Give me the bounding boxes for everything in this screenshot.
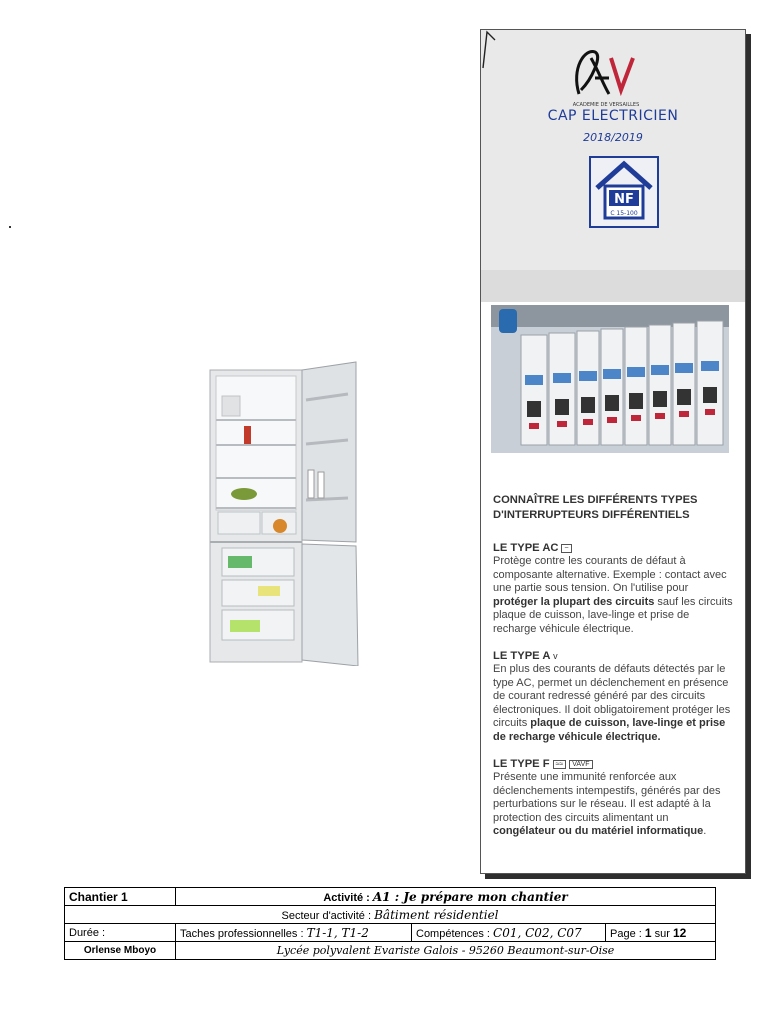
- nf-house-logo: [589, 156, 659, 228]
- breaker-panel-photo: [491, 305, 729, 453]
- tasks-label: Taches professionnelles :: [180, 927, 307, 940]
- type-a-label: LE TYPE A: [493, 650, 550, 662]
- f-symbol-icon: ≈≈: [553, 760, 567, 769]
- chantier-cell: Chantier 1: [65, 888, 176, 906]
- type-a-bold: plaque de cuisson, lave-linge et prise de recharge véhicule électrique.: [493, 717, 726, 743]
- duration-cell: Durée :: [65, 924, 176, 942]
- type-f-text-2: .: [703, 825, 707, 837]
- fridge-illustration: [208, 360, 364, 666]
- type-f-label: LE TYPE F: [493, 758, 550, 770]
- panel-band: [481, 270, 745, 302]
- type-f-text: [493, 771, 733, 839]
- tasks-value: T1-1, T1-2: [306, 925, 369, 940]
- page-curl-icon: [481, 30, 497, 70]
- skills-value: C01, C02, C07: [493, 925, 582, 940]
- sector-cell: [65, 906, 716, 924]
- type-f-text-1: Présente une immunité renforcée aux déclenchements intempestifs, générés par des perturbations sur le réseau. Il est adapté à la protection des circuits alimentant un: [493, 771, 721, 824]
- school-year: 2018/2019: [583, 131, 643, 144]
- skills-label: Compétences :: [416, 927, 494, 940]
- type-ac-title: [493, 541, 733, 555]
- table-row: [65, 924, 716, 942]
- activity-cell: [176, 888, 716, 906]
- author-cell: Orlense Mboyo: [65, 942, 176, 960]
- table-row: [65, 906, 716, 924]
- type-a-text-1: En plus des courants de défauts détectés par le type AC, permet un déclenchement en présence de courant redressé généré par des circuits électroniques. Il doit obligatoirement protéger les circuits: [493, 663, 731, 729]
- type-ac-bold: protéger la plupart des circuits: [493, 595, 655, 608]
- rcd-article: [493, 493, 733, 852]
- type-ac-text-1: Protège contre les courants de défaut à composante alternative. Exemple : contact avec une partie sous tension. On l'utilise pour: [493, 555, 727, 594]
- school-cell: Lycée polyvalent Evariste Galois - 95260 Beaumont-sur-Oise: [176, 942, 716, 960]
- sector-value: Bâtiment résidentiel: [374, 907, 499, 922]
- table-row: [65, 888, 716, 906]
- type-a-title: [493, 649, 733, 663]
- skills-cell: [412, 924, 606, 942]
- vavf-symbol-icon: VAVF: [569, 760, 592, 769]
- type-ac-text: [493, 555, 733, 636]
- page-current: 1: [644, 925, 652, 940]
- sector-label: Secteur d'activité :: [281, 909, 375, 922]
- type-ac-text-2: sauf les circuits plaque de cuisson, lave-linge et prise de recharge véhicule électrique.: [493, 595, 733, 635]
- nf-code: C 15-100: [610, 210, 638, 217]
- page-cell: [606, 924, 716, 942]
- stray-dot: [9, 226, 11, 228]
- a-symbol-icon: v: [553, 651, 558, 661]
- activity-info-table: [64, 887, 716, 960]
- type-f-title: [493, 757, 733, 771]
- page-total: 12: [672, 925, 687, 940]
- course-title: CAP ELECTRICIEN: [547, 108, 679, 124]
- info-panel: [480, 29, 746, 874]
- activity-value: A1 : Je prépare mon chantier: [372, 889, 568, 904]
- type-ac-label: LE TYPE AC: [493, 542, 559, 554]
- type-a-text: [493, 663, 733, 744]
- academy-logo: [551, 38, 661, 110]
- type-f-bold: congélateur ou du matériel informatique: [493, 825, 704, 837]
- page-separator: sur: [651, 927, 673, 940]
- ac-symbol-icon: ~: [561, 544, 571, 553]
- nf-mark: NF: [614, 192, 634, 207]
- tasks-cell: [176, 924, 412, 942]
- svg-text:ACADEMIE DE VERSAILLES: ACADEMIE DE VERSAILLES: [572, 102, 640, 108]
- page-label: Page :: [610, 927, 645, 940]
- table-row: [65, 942, 716, 960]
- article-heading: CONNAÎTRE LES DIFFÉRENTS TYPES D'INTERRUPTEURS DIFFÉRENTIELS: [493, 494, 698, 521]
- activity-label: Activité :: [323, 891, 373, 904]
